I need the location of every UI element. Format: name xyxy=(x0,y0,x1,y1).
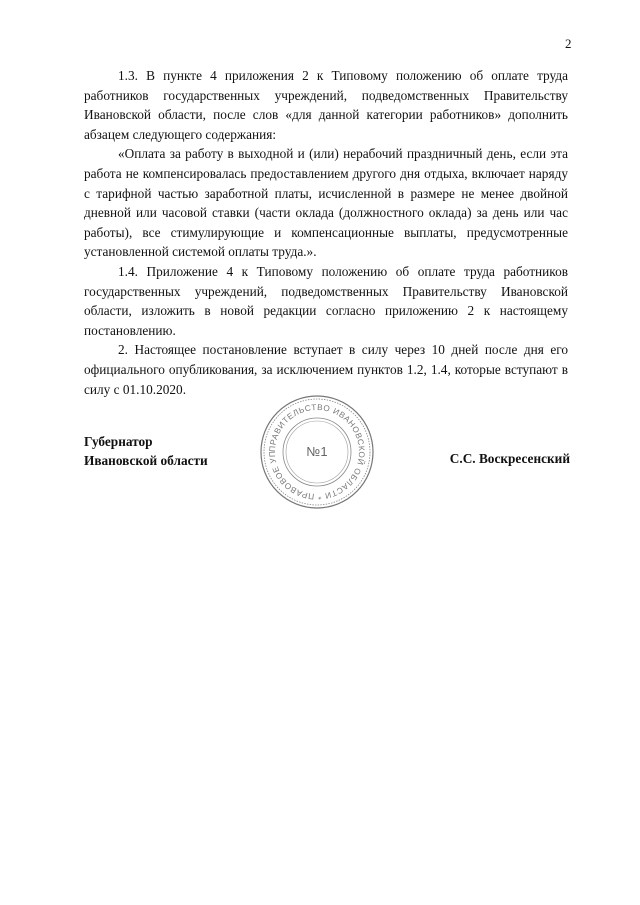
official-seal xyxy=(257,392,377,512)
signatory-title xyxy=(84,432,208,470)
svg-text:ПРАВИТЕЛЬСТВО ИВАНОВСКОЙ ОБЛАС: ПРАВИТЕЛЬСТВО ИВАНОВСКОЙ ОБЛАСТИ * ПРАВОВОЕ УП xyxy=(267,402,367,502)
seal-graphic xyxy=(257,392,377,512)
svg-text:№1: №1 xyxy=(306,444,328,459)
page-number: 2 xyxy=(565,36,572,51)
paragraph-quote: «Оплата за работу в выходной и (или) нерабочий праздничный день, если эта работа не компенсировалась предоставлением другого дня отдыха, включает наряду с тарифной частью заработной платы, исчисленной в размере не менее двойной дневной или часовой ставки (части оклада (должностного оклада) за день или час работы), все стимулирующие и компенсационные выплаты, предусмотренные установленной системой оплаты труда.». xyxy=(84,146,568,260)
signatory-title-line2: Ивановской области xyxy=(84,453,208,468)
document-body xyxy=(84,66,568,399)
paragraph-1-4: 1.4. Приложение 4 к Типовому положению об оплате труда работников государственных учреждений, подведомственных Правительству Ивановской области, изложить в новой редакции согласно приложению 2 к настоящему постановлению. xyxy=(84,263,568,338)
signatory-title-line1: Губернатор xyxy=(84,434,153,449)
paragraph-2: 2. Настоящее постановление вступает в силу через 10 дней после дня его официального опубликования, за исключением пунктов 1.2, 1.4, которые вступают в силу с 01.10.2020. xyxy=(84,342,568,397)
signature-block xyxy=(84,402,570,525)
paragraph-1-3: 1.3. В пункте 4 приложения 2 к Типовому положению об оплате труда работников государственных учреждений, подведомственных Правительству Ивановской области, после слов «для данной категории работников» дополнить абзацем следующего содержания: xyxy=(84,68,568,142)
signatory-name: С.С. Воскресенский xyxy=(449,451,570,466)
